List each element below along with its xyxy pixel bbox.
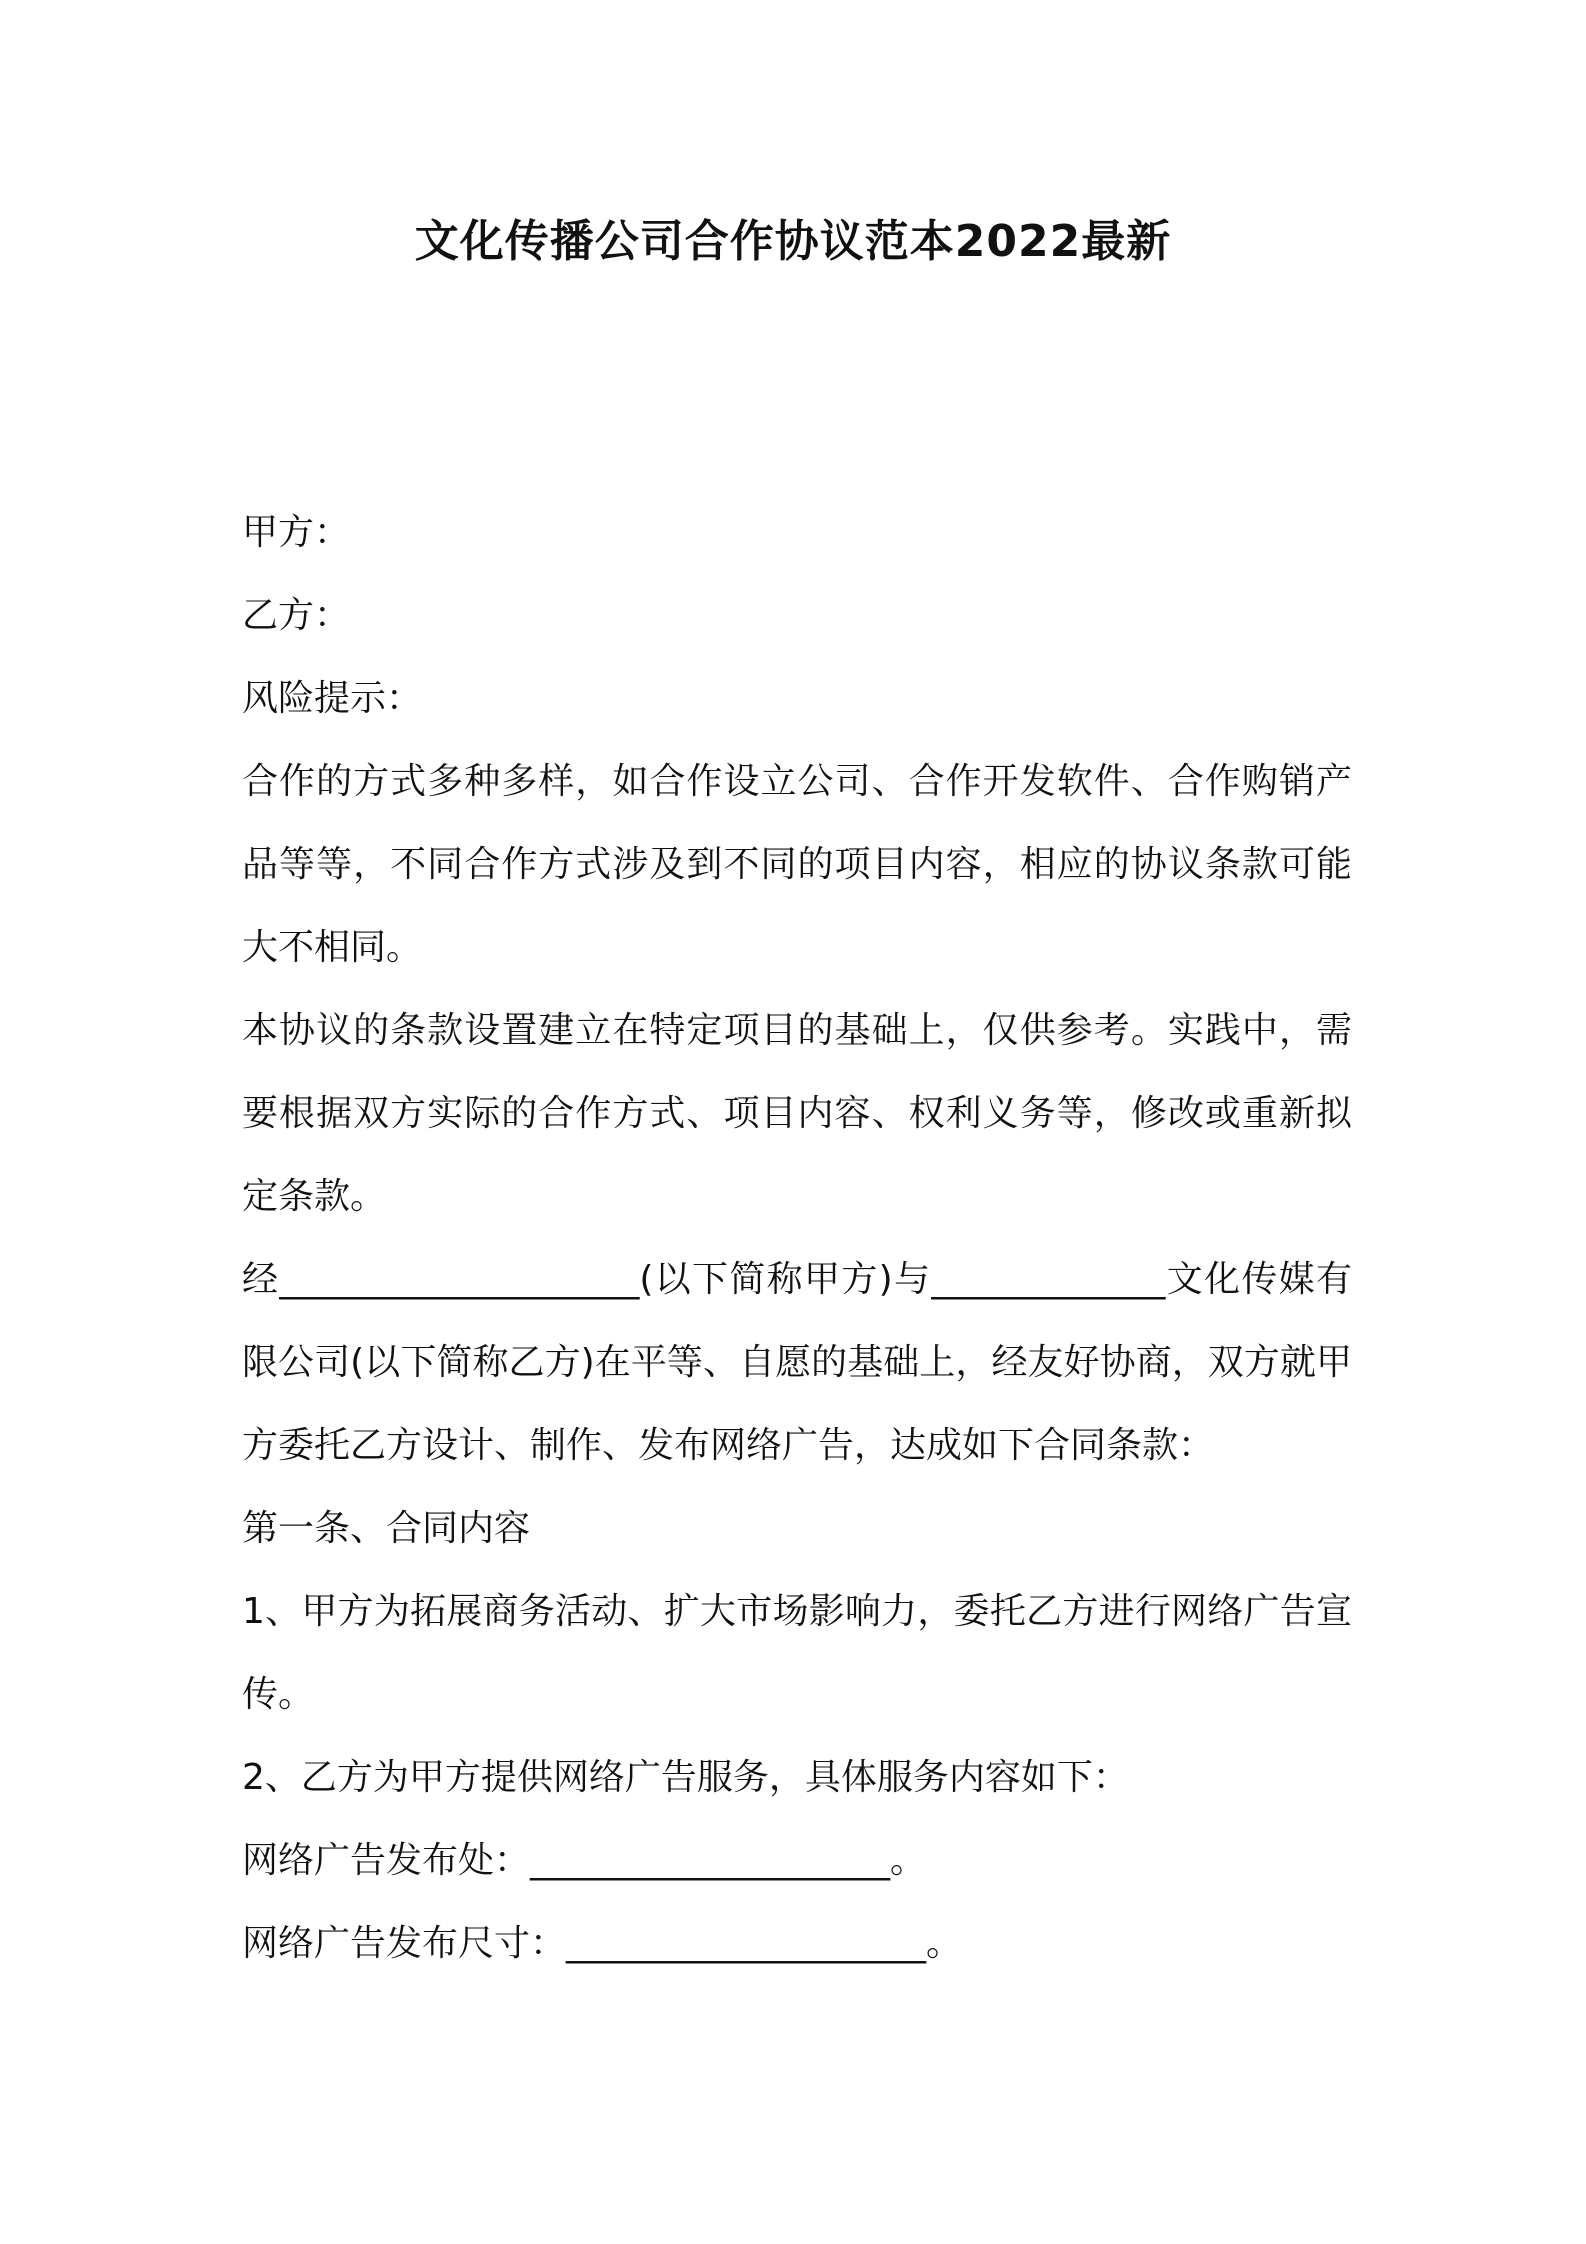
publish-location-line: 网络广告发布处：____________________。 <box>242 1840 927 1881</box>
clause-1: 1、甲方为拓展商务活动、扩大市场影响力，委托乙方进行网络广告宣传。 <box>242 1591 1352 1715</box>
article-1-heading: 第一条、合同内容 <box>242 1508 531 1549</box>
document-title: 文化传播公司合作协议范本2022最新 <box>414 216 1172 267</box>
clause-2: 2、乙方为甲方提供网络广告服务，具体服务内容如下： <box>242 1757 1129 1798</box>
risk-paragraph-1: 合作的方式多种多样，如合作设立公司、合作开发软件、合作购销产品等等，不同合作方式涉及到不同的项目内容，相应的协议条款可能大不相同。 <box>242 761 1352 968</box>
risk-paragraph-2: 本协议的条款设置建立在特定项目的基础上，仅供参考。实践中，需要根据双方实际的合作方式、项目内容、权利义务等，修改或重新拟定条款。 <box>242 1010 1352 1217</box>
publish-size-line: 网络广告发布尺寸：____________________。 <box>242 1923 963 1964</box>
intro-paragraph: 经____________________(以下简称甲方)与_____________文化传媒有限公司(以下简称乙方)在平等、自愿的基础上，经友好协商，双方就甲方委托乙方设计、制作、发布网络广告，达成如下合同条款： <box>242 1259 1352 1466</box>
party-b-label: 乙方： <box>242 595 351 636</box>
risk-heading: 风险提示： <box>242 678 423 719</box>
document-body <box>242 491 1352 1985</box>
party-a-label: 甲方： <box>242 512 351 553</box>
